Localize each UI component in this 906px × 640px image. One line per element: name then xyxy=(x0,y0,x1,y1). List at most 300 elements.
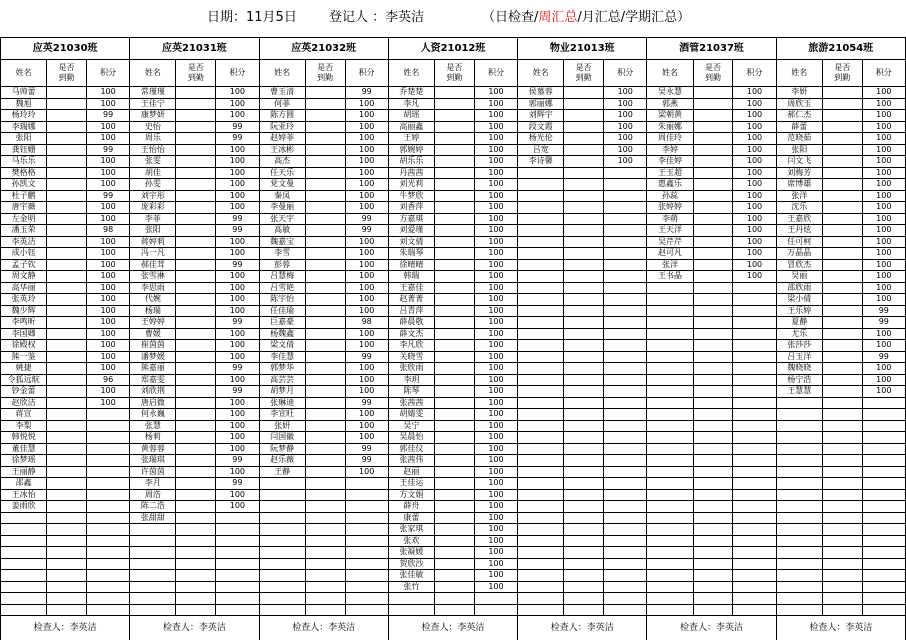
student-name: 杨魏鑫 xyxy=(260,329,306,340)
score-cell: 99 xyxy=(103,110,114,119)
empty-row xyxy=(777,455,905,467)
student-name: 薛晨敬 xyxy=(389,317,435,328)
score-cell: 100 xyxy=(617,121,633,131)
student-name xyxy=(518,490,564,501)
student-name xyxy=(260,605,306,616)
empty-row xyxy=(1,570,129,582)
attendance-cell xyxy=(823,202,863,213)
attendance-cell xyxy=(823,605,863,616)
score-cell xyxy=(863,605,905,616)
student-name: 邵欣雨 xyxy=(777,283,823,294)
student-name: 侯慕蓉 xyxy=(518,87,564,98)
student-name xyxy=(260,559,306,570)
student-name: 樊格格 xyxy=(1,168,47,179)
attendance-cell xyxy=(176,432,216,443)
empty-row xyxy=(647,490,775,502)
student-row xyxy=(130,398,258,410)
attendance-cell xyxy=(306,306,346,317)
student-name xyxy=(777,547,823,558)
attendance-cell xyxy=(694,409,734,420)
attendance-cell xyxy=(564,156,604,167)
student-name: 刘爱瑾 xyxy=(389,225,435,236)
attendance-cell xyxy=(564,110,604,121)
attendance-cell xyxy=(564,455,604,466)
student-row xyxy=(1,294,129,306)
student-name: 魏晓晓 xyxy=(777,363,823,374)
inspector-footer: 检查人：李英洁 xyxy=(33,623,97,633)
student-row xyxy=(518,110,646,122)
score-cell: 100 xyxy=(359,98,375,108)
name-header: 姓名 xyxy=(389,60,435,86)
student-row xyxy=(389,409,517,421)
score-cell: 99 xyxy=(232,386,243,395)
class-block xyxy=(259,37,388,640)
empty-row xyxy=(647,501,775,513)
attendance-cell xyxy=(47,559,87,570)
score-cell xyxy=(87,559,129,570)
score-cell xyxy=(216,524,258,535)
attendance-cell xyxy=(823,122,863,133)
empty-row xyxy=(777,490,905,502)
student-name: 刘辉宇 xyxy=(518,110,564,121)
attendance-header: 是否到勤 xyxy=(47,60,87,86)
student-name xyxy=(389,593,435,604)
student-name xyxy=(518,191,564,202)
score-cell xyxy=(87,409,129,420)
attendance-cell xyxy=(306,329,346,340)
score-cell xyxy=(87,524,129,535)
score-cell xyxy=(604,582,646,593)
student-name: 曹玉清 xyxy=(260,87,306,98)
student-row xyxy=(1,421,129,433)
score-cell: 100 xyxy=(100,179,116,188)
student-name: 王嘉佳 xyxy=(389,283,435,294)
student-name xyxy=(518,421,564,432)
student-name: 朱丽娜 xyxy=(647,122,693,133)
student-name: 郭燕 xyxy=(647,99,693,110)
score-cell: 100 xyxy=(876,133,892,142)
score-cell: 100 xyxy=(488,282,504,292)
student-name: 彭蓉 xyxy=(260,260,306,271)
attendance-cell xyxy=(435,513,475,524)
empty-row xyxy=(130,524,258,536)
student-row xyxy=(130,214,258,226)
score-cell xyxy=(475,605,517,616)
student-row xyxy=(130,237,258,249)
student-name: 杨玲玲 xyxy=(1,110,47,121)
attendance-cell xyxy=(564,363,604,374)
student-name: 何菲 xyxy=(260,99,306,110)
inspector-footer: 检查人：李英洁 xyxy=(162,623,226,633)
student-name: 刘梅芳 xyxy=(777,168,823,179)
student-row xyxy=(777,99,905,111)
attendance-cell xyxy=(823,432,863,443)
student-name xyxy=(777,593,823,604)
empty-row xyxy=(518,478,646,490)
student-name xyxy=(260,536,306,547)
score-cell xyxy=(87,570,129,581)
student-name xyxy=(518,179,564,190)
score-cell xyxy=(346,513,388,524)
student-row xyxy=(130,225,258,237)
student-row xyxy=(260,99,388,111)
student-row xyxy=(260,432,388,444)
student-name: 高华丽 xyxy=(1,283,47,294)
student-row xyxy=(130,478,258,490)
student-row xyxy=(260,260,388,272)
score-cell: 100 xyxy=(229,179,246,188)
student-row xyxy=(389,317,517,329)
student-name xyxy=(647,501,693,512)
score-cell xyxy=(216,547,258,558)
attendance-cell xyxy=(176,375,216,386)
score-cell: 100 xyxy=(488,478,504,487)
student-row xyxy=(1,363,129,375)
empty-row xyxy=(647,283,775,295)
attendance-header: 是否到勤 xyxy=(823,60,863,86)
attendance-cell xyxy=(47,490,87,501)
student-row xyxy=(130,294,258,306)
empty-row xyxy=(777,409,905,421)
attendance-cell xyxy=(176,478,216,489)
student-name xyxy=(777,570,823,581)
student-name xyxy=(518,444,564,455)
student-row xyxy=(130,133,258,145)
student-name: 吕雪艳 xyxy=(260,283,306,294)
score-cell: 100 xyxy=(488,317,504,326)
score-cell: 99 xyxy=(232,133,243,142)
attendance-cell xyxy=(823,513,863,524)
attendance-cell xyxy=(306,409,346,420)
score-cell: 100 xyxy=(617,98,633,108)
student-row xyxy=(647,122,775,134)
score-cell: 100 xyxy=(229,397,246,407)
empty-row xyxy=(518,421,646,433)
attendance-cell xyxy=(564,386,604,397)
attendance-cell xyxy=(564,145,604,156)
attendance-cell xyxy=(176,202,216,213)
attendance-cell xyxy=(47,168,87,179)
student-row xyxy=(260,191,388,203)
attendance-cell xyxy=(176,283,216,294)
attendance-cell xyxy=(176,110,216,121)
student-name xyxy=(647,398,693,409)
student-name xyxy=(647,467,693,478)
student-row xyxy=(389,547,517,559)
student-row xyxy=(1,237,129,249)
score-cell: 100 xyxy=(229,236,246,246)
score-cell xyxy=(87,432,129,443)
student-row xyxy=(647,225,775,237)
student-name: 高敏 xyxy=(260,225,306,236)
score-cell: 100 xyxy=(488,190,504,200)
student-row xyxy=(130,375,258,387)
student-name xyxy=(518,513,564,524)
student-row xyxy=(1,329,129,341)
score-cell xyxy=(863,559,905,570)
student-row xyxy=(130,455,258,467)
score-cell xyxy=(604,248,646,259)
score-cell xyxy=(863,432,905,443)
score-cell: 100 xyxy=(229,110,246,119)
score-cell: 100 xyxy=(359,179,375,188)
student-name: 张洋 xyxy=(647,260,693,271)
attendance-cell xyxy=(176,340,216,351)
attendance-cell xyxy=(176,398,216,409)
student-row xyxy=(389,478,517,490)
empty-row xyxy=(518,202,646,214)
student-name xyxy=(777,524,823,535)
score-cell: 100 xyxy=(488,466,504,476)
attendance-cell xyxy=(564,559,604,570)
attendance-cell xyxy=(694,536,734,547)
student-list xyxy=(130,87,258,616)
student-row xyxy=(260,122,388,134)
student-name: 任可柯 xyxy=(777,237,823,248)
student-name: 贺欣沙 xyxy=(389,559,435,570)
inspector-footer: 检查人：李英洁 xyxy=(292,623,356,633)
attendance-cell xyxy=(47,421,87,432)
student-name: 秦凤 xyxy=(260,191,306,202)
student-name: 史怡 xyxy=(130,122,176,133)
score-cell: 100 xyxy=(229,98,246,108)
student-row xyxy=(647,110,775,122)
attendance-cell xyxy=(306,179,346,190)
score-cell: 100 xyxy=(359,305,375,315)
attendance-cell xyxy=(306,605,346,616)
student-row xyxy=(777,260,905,272)
class-block xyxy=(646,37,775,640)
empty-row xyxy=(260,593,388,605)
score-cell: 100 xyxy=(100,167,116,177)
score-cell xyxy=(604,225,646,236)
score-cell xyxy=(216,559,258,570)
student-row xyxy=(777,214,905,226)
student-name xyxy=(130,559,176,570)
student-row xyxy=(777,225,905,237)
student-row xyxy=(389,179,517,191)
student-name xyxy=(777,501,823,512)
student-row xyxy=(1,501,129,513)
student-name: 李妍 xyxy=(777,87,823,98)
student-name: 李萌 xyxy=(647,214,693,225)
name-header: 姓名 xyxy=(1,60,47,86)
attendance-cell xyxy=(306,202,346,213)
score-cell xyxy=(87,467,129,478)
student-name xyxy=(260,547,306,558)
student-row xyxy=(647,271,775,283)
attendance-cell xyxy=(47,444,87,455)
score-cell: 100 xyxy=(359,409,375,418)
student-row xyxy=(518,99,646,111)
score-cell: 100 xyxy=(876,225,892,234)
attendance-cell xyxy=(306,271,346,282)
score-cell: 100 xyxy=(359,271,375,280)
score-cell: 100 xyxy=(488,121,504,131)
student-row xyxy=(518,133,646,145)
student-list xyxy=(777,87,905,616)
empty-row xyxy=(647,306,775,318)
score-cell: 100 xyxy=(876,294,892,303)
attendance-cell xyxy=(435,87,475,98)
student-name xyxy=(647,386,693,397)
attendance-cell xyxy=(306,547,346,558)
attendance-cell xyxy=(47,110,87,121)
student-name xyxy=(777,536,823,547)
student-name xyxy=(1,559,47,570)
attendance-cell xyxy=(694,582,734,593)
student-row xyxy=(260,386,388,398)
score-cell xyxy=(216,570,258,581)
student-name: 陈宇怡 xyxy=(260,294,306,305)
class-block xyxy=(129,37,258,640)
student-name xyxy=(647,294,693,305)
score-cell: 100 xyxy=(876,248,892,257)
student-row xyxy=(260,133,388,145)
student-name: 熊嘉丽 xyxy=(130,363,176,374)
attendance-cell xyxy=(47,570,87,581)
student-name xyxy=(647,524,693,535)
student-row xyxy=(130,340,258,352)
score-cell xyxy=(604,432,646,443)
attendance-cell xyxy=(564,179,604,190)
empty-row xyxy=(518,317,646,329)
score-cell: 100 xyxy=(488,455,504,464)
student-row xyxy=(389,467,517,479)
attendance-header: 是否到勤 xyxy=(306,60,346,86)
score-cell xyxy=(733,478,775,489)
empty-row xyxy=(777,605,905,617)
empty-row xyxy=(518,409,646,421)
student-name: 刘光莉 xyxy=(389,179,435,190)
attendance-header: 是否到勤 xyxy=(176,60,216,86)
attendance-cell xyxy=(176,524,216,535)
score-cell xyxy=(604,536,646,547)
student-name xyxy=(518,225,564,236)
attendance-cell xyxy=(306,398,346,409)
student-name: 梁小倩 xyxy=(777,294,823,305)
score-cell: 99 xyxy=(361,225,372,234)
attendance-cell xyxy=(823,582,863,593)
student-name: 李佳慧 xyxy=(260,352,306,363)
attendance-cell xyxy=(823,329,863,340)
empty-row xyxy=(518,547,646,559)
class-block xyxy=(388,37,517,640)
class-block xyxy=(517,37,646,640)
student-name: 钞金蕾 xyxy=(1,386,47,397)
student-name: 杨莉 xyxy=(130,432,176,443)
empty-row xyxy=(777,513,905,525)
student-name xyxy=(518,248,564,259)
attendance-cell xyxy=(823,524,863,535)
attendance-cell xyxy=(694,260,734,271)
student-name: 周乐 xyxy=(130,133,176,144)
score-cell: 100 xyxy=(488,363,504,372)
student-row xyxy=(777,133,905,145)
attendance-cell xyxy=(564,421,604,432)
attendance-cell xyxy=(176,260,216,271)
student-row xyxy=(389,432,517,444)
attendance-cell xyxy=(564,317,604,328)
attendance-cell xyxy=(435,386,475,397)
student-row xyxy=(389,421,517,433)
empty-row xyxy=(647,536,775,548)
attendance-cell xyxy=(176,271,216,282)
score-cell: 100 xyxy=(746,167,763,177)
score-cell: 100 xyxy=(488,133,504,142)
score-cell: 100 xyxy=(488,225,504,234)
empty-row xyxy=(777,524,905,536)
student-name xyxy=(518,237,564,248)
attendance-cell xyxy=(823,490,863,501)
student-name xyxy=(130,570,176,581)
attendance-cell xyxy=(306,455,346,466)
attendance-cell xyxy=(176,168,216,179)
student-row xyxy=(130,329,258,341)
score-cell: 100 xyxy=(359,282,375,292)
score-cell: 100 xyxy=(100,363,116,372)
empty-row xyxy=(647,294,775,306)
score-cell xyxy=(863,582,905,593)
student-row xyxy=(647,145,775,157)
student-row xyxy=(130,145,258,157)
student-name xyxy=(777,432,823,443)
score-cell xyxy=(863,490,905,501)
attendance-cell xyxy=(176,87,216,98)
score-cell xyxy=(604,340,646,351)
score-cell xyxy=(604,605,646,616)
student-name: 张瑞琪 xyxy=(130,455,176,466)
student-name: 郝佳茸 xyxy=(130,260,176,271)
attendance-cell xyxy=(47,432,87,443)
empty-row xyxy=(777,421,905,433)
summary-suffix: /月汇总/学期汇总） xyxy=(577,10,691,25)
attendance-cell xyxy=(176,214,216,225)
score-cell xyxy=(604,363,646,374)
empty-row xyxy=(518,501,646,513)
student-row xyxy=(389,444,517,456)
score-cell: 100 xyxy=(488,351,504,361)
attendance-cell xyxy=(435,271,475,282)
student-row xyxy=(389,559,517,571)
attendance-cell xyxy=(435,582,475,593)
student-name: 胡佳 xyxy=(130,168,176,179)
student-name: 张雯 xyxy=(130,156,176,167)
score-cell xyxy=(863,455,905,466)
score-cell: 100 xyxy=(229,409,246,418)
score-cell xyxy=(216,605,258,616)
score-cell: 100 xyxy=(229,156,246,165)
attendance-cell xyxy=(176,582,216,593)
attendance-cell xyxy=(306,582,346,593)
attendance-cell xyxy=(47,99,87,110)
score-cell xyxy=(604,467,646,478)
empty-row xyxy=(130,570,258,582)
student-row xyxy=(260,363,388,375)
score-cell: 100 xyxy=(746,202,763,211)
student-name: 方嘉琪 xyxy=(389,214,435,225)
student-name: 党文曼 xyxy=(260,179,306,190)
student-row xyxy=(130,271,258,283)
empty-row xyxy=(260,547,388,559)
student-name: 牛梦欣 xyxy=(389,191,435,202)
class-title: 物业21013班 xyxy=(518,37,646,60)
student-name xyxy=(518,306,564,317)
attendance-cell xyxy=(176,455,216,466)
empty-row xyxy=(518,455,646,467)
attendance-cell xyxy=(435,294,475,305)
student-name xyxy=(647,513,693,524)
